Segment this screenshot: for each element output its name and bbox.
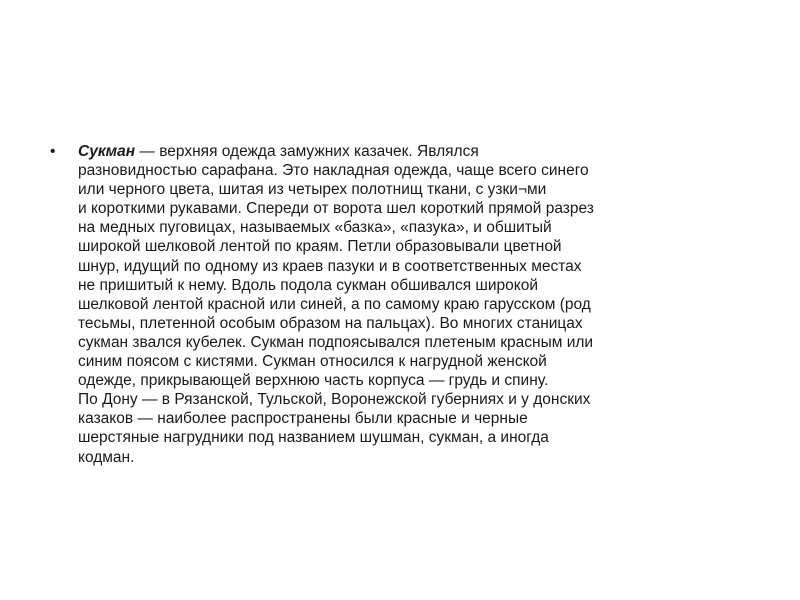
bullet-dot-icon: • [50, 143, 56, 160]
text-line: казаков — наиболее распространены были красные и черные [78, 410, 528, 428]
text-line: не пришитый к нему. Вдоль подола сукман обшивался широкой [78, 276, 539, 294]
text-line: синим поясом с кистями. Сукман относился к нагрудной женской [78, 353, 547, 371]
text-line: одежде, прикрывающей верхнюю часть корпуса — грудь и спину. [78, 372, 549, 390]
text-line: разновидностью сарафана. Это накладная одежда, чаще всего синего [78, 162, 589, 180]
bullet-list [48, 142, 748, 467]
text-line: и короткими рукавами. Спереди от ворота шел короткий прямой разрез [78, 200, 594, 218]
bullet-item [48, 142, 748, 467]
text-line: широкой шелковой лентой по краям. Петли образовывали цветной [78, 238, 562, 256]
text-line: на медных пуговицах, называемых «базка», «пазука», и обшитый [78, 219, 552, 237]
text-line: шнур, идущий по одному из краев пазуки и в соответственных местах [78, 257, 582, 275]
text-line: сукман звался кубелек. Сукман подпоясывался плетеным красным или [78, 333, 594, 351]
text-line: шерстяные нагрудники под названием шушман, сукман, а иногда [78, 429, 549, 447]
text-line: кодман. [78, 448, 135, 466]
lead-term: Сукман [78, 143, 136, 160]
line-1-rest: — верхняя одежда замужних казачек. Являлся [135, 143, 479, 160]
text-line: или черного цвета, шитая из четырех полотнищ ткани, с узки¬ми [78, 181, 547, 199]
text-line-1 [78, 142, 748, 161]
text-line: шелковой лентой красной или синей, а по самому краю гарусском (род [78, 295, 591, 313]
text-line: тесьмы, плетенной особым образом на пальцах). Во многих станицах [78, 314, 583, 332]
text-line: По Дону — в Рязанской, Тульской, Воронежской губерниях и у донских [78, 391, 591, 409]
